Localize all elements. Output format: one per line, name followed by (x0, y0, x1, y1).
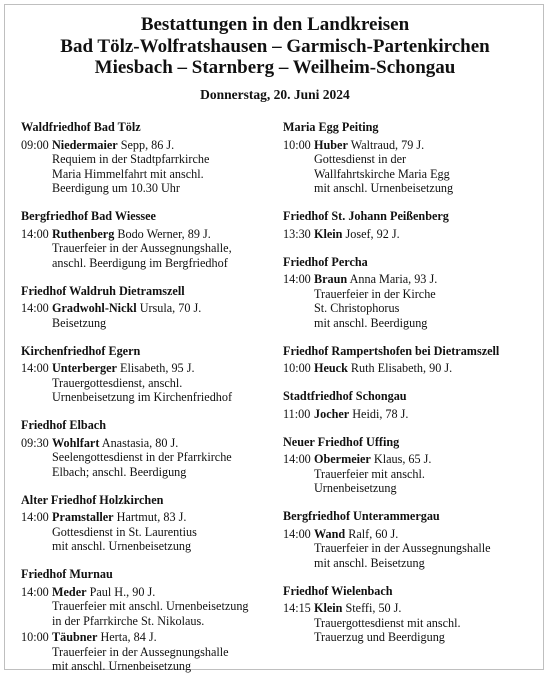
deceased-name-age: Anna Maria, 93 J. (349, 272, 438, 286)
ceremony-detail: Trauerfeier in der Aussegnungshalle (314, 541, 491, 555)
deceased-name-age: Klaus, 65 J. (373, 452, 432, 466)
burial-time: 14:00 (283, 452, 311, 466)
ceremony-detail: Urnenbeisetzung im Kirchenfriedhof (52, 390, 233, 404)
burial-entry (21, 630, 271, 674)
burial-details (52, 301, 271, 330)
deceased-line (314, 527, 538, 542)
deceased-surname: Meder (52, 584, 87, 599)
deceased-line (52, 510, 271, 525)
burial-time: 14:00 (21, 301, 49, 315)
deceased-name-age: Waltraud, 79 J. (350, 137, 425, 152)
ceremony-detail: Trauerzug und Beerdigung (314, 630, 445, 644)
cemetery-section (283, 120, 538, 196)
cemetery-section (21, 344, 271, 405)
burial-details (52, 510, 271, 554)
ceremony-detail: Maria Himmelfahrt mit anschl. (52, 166, 204, 181)
burial-time: 14:00 (21, 361, 49, 375)
deceased-name-age: Hartmut, 83 J. (116, 510, 187, 524)
burial-details (314, 361, 538, 376)
ceremony-detail: Urnenbeisetzung (314, 481, 397, 495)
burial-entry (283, 601, 538, 645)
deceased-line (52, 436, 271, 451)
ceremony-detail: Beerdigung um 10.30 Uhr (52, 181, 180, 195)
cemetery-section (283, 584, 538, 645)
ceremony-detail: anschl. Beerdigung im Bergfriedhof (52, 255, 228, 270)
ceremony-detail: mit anschl. Urnenbeisetzung (52, 539, 192, 553)
ceremony-detail: Requiem in der Stadtpfarrkirche (52, 152, 210, 166)
burial-entry (283, 527, 538, 571)
ceremony-detail: Trauerfeier in der Kirche (314, 286, 436, 301)
deceased-line (314, 452, 538, 467)
deceased-name-age: Herta, 84 J. (100, 630, 157, 644)
deceased-line (314, 138, 538, 153)
burial-details (314, 601, 538, 645)
ceremony-detail: Trauergottesdienst mit anschl. (314, 615, 461, 630)
cemetery-name: Waldfriedhof Bad Tölz (21, 120, 141, 134)
deceased-line (52, 630, 271, 645)
cemetery-name: Friedhof Wielenbach (283, 583, 393, 598)
burial-time: 09:00 (21, 137, 49, 152)
deceased-surname: Täubner (52, 630, 98, 644)
deceased-surname: Heuck (314, 361, 348, 375)
cemetery-section (21, 418, 271, 479)
deceased-name-age: Ralf, 60 J. (348, 526, 399, 541)
deceased-line (52, 227, 271, 242)
burial-details (314, 272, 538, 330)
burial-time: 14:00 (283, 526, 311, 541)
header (0, 14, 550, 103)
cemetery-section (21, 284, 271, 331)
deceased-name-age: Heidi, 78 J. (352, 406, 409, 421)
deceased-name-age: Josef, 92 J. (345, 226, 400, 241)
deceased-surname: Klein (314, 226, 343, 241)
cemetery-section (283, 209, 538, 241)
burial-time: 13:30 (283, 226, 311, 241)
publication-date: Donnerstag, 20. Juni 2024 (200, 86, 350, 102)
burial-entry (21, 361, 271, 405)
ceremony-detail: Gottesdienst in der (314, 152, 407, 166)
burial-details (314, 527, 538, 571)
ceremony-detail: Seelengottesdienst in der Pfarrkirche (52, 450, 232, 464)
ceremony-detail: mit anschl. Urnenbeisetzung (52, 659, 192, 673)
deceased-surname: Niedermaier (52, 137, 118, 152)
deceased-name-age: Ruth Elisabeth, 90 J. (350, 361, 453, 375)
burial-entry (283, 452, 538, 496)
cemetery-name: Friedhof Waldruh Dietramszell (21, 283, 185, 298)
cemetery-name: Bergfriedhof Unterammergau (283, 509, 440, 523)
ceremony-detail: Gottesdienst in St. Laurentius (52, 524, 197, 539)
deceased-line (52, 585, 271, 600)
burial-entry (21, 510, 271, 554)
burial-entry (21, 585, 271, 629)
burial-time: 14:00 (21, 584, 49, 599)
cemetery-name: Neuer Friedhof Uffing (283, 434, 400, 449)
ceremony-detail: mit anschl. Beerdigung (314, 315, 428, 330)
burial-entry (283, 361, 538, 376)
cemetery-section (283, 344, 538, 376)
ceremony-detail: Trauerfeier mit anschl. (314, 466, 425, 481)
deceased-surname: Gradwohl-Nickl (52, 301, 137, 315)
cemetery-name: Friedhof Murnau (21, 567, 113, 581)
cemetery-name: Bergfriedhof Bad Wiessee (21, 209, 156, 223)
burial-time: 14:00 (21, 510, 49, 524)
burial-entry (283, 138, 538, 196)
cemetery-name: Friedhof St. Johann Peißenberg (283, 209, 449, 223)
deceased-surname: Braun (314, 272, 348, 286)
deceased-line (52, 138, 271, 153)
burial-time: 10:00 (283, 361, 311, 375)
burial-details (314, 227, 538, 242)
deceased-line (52, 301, 271, 316)
cemetery-section (283, 389, 538, 421)
deceased-name-age: Paul H., 90 J. (89, 584, 156, 599)
burial-time: 11:00 (283, 406, 311, 421)
burial-entry (21, 436, 271, 480)
ceremony-detail: mit anschl. Beisetzung (314, 555, 425, 570)
right-column (283, 120, 538, 658)
burial-entry (21, 301, 271, 330)
deceased-surname: Unterberger (52, 361, 117, 375)
cemetery-name: Maria Egg Peiting (283, 120, 379, 134)
ceremony-detail: Trauergottesdienst, anschl. (52, 375, 183, 390)
burial-entry (21, 227, 271, 271)
deceased-surname: Wand (314, 526, 346, 541)
burial-details (314, 407, 538, 422)
burial-time: 14:00 (21, 226, 49, 241)
deceased-line (314, 407, 538, 422)
burial-time: 10:00 (283, 137, 311, 152)
page-title-line: Bestattungen in den Landkreisen (140, 14, 410, 35)
cemetery-name: Friedhof Rampertshofen bei Dietramszell (283, 343, 500, 358)
deceased-name-age: Bodo Werner, 89 J. (117, 226, 211, 241)
burial-time: 14:00 (283, 272, 311, 286)
deceased-line (314, 601, 538, 616)
ceremony-detail: Wallfahrtskirche Maria Egg (314, 166, 450, 181)
ceremony-detail: Elbach; anschl. Beerdigung (52, 464, 187, 479)
burial-details (52, 630, 271, 674)
cemetery-section (283, 509, 538, 570)
burial-details (52, 361, 271, 405)
burial-time: 10:00 (21, 630, 49, 644)
burial-entry (283, 272, 538, 330)
ceremony-detail: in der Pfarrkirche St. Nikolaus. (52, 613, 205, 628)
deceased-name-age: Ursula, 70 J. (139, 301, 202, 315)
ceremony-detail: Trauerfeier in der Aussegnungshalle (52, 644, 229, 659)
ceremony-detail: Trauerfeier in der Aussegnungshalle, (52, 241, 232, 255)
cemetery-name: Alter Friedhof Holzkirchen (21, 492, 164, 507)
cemetery-section (21, 120, 271, 196)
ceremony-detail: mit anschl. Urnenbeisetzung (314, 181, 454, 195)
deceased-surname: Ruthenberg (52, 226, 115, 241)
left-column (21, 120, 271, 687)
page-title-line: Bad Tölz-Wolfratshausen – Garmisch-Partenkirchen (60, 35, 490, 57)
cemetery-section (21, 493, 271, 554)
cemetery-name: Stadtfriedhof Schongau (283, 389, 407, 403)
deceased-surname: Jocher (314, 406, 350, 421)
ceremony-detail: Beisetzung (52, 315, 107, 330)
burial-details (314, 138, 538, 196)
burial-entry (283, 227, 538, 242)
deceased-surname: Obermeier (314, 452, 371, 466)
deceased-name-age: Sepp, 86 J. (120, 137, 175, 152)
deceased-line (52, 361, 271, 376)
deceased-line (314, 361, 538, 376)
cemetery-section (21, 209, 271, 270)
deceased-surname: Wohlfart (52, 435, 100, 450)
deceased-line (314, 272, 538, 287)
deceased-line (314, 227, 538, 242)
cemetery-name: Friedhof Percha (283, 254, 368, 269)
burial-entry (21, 138, 271, 196)
cemetery-section (283, 435, 538, 496)
deceased-name-age: Steffi, 50 J. (345, 601, 402, 615)
burial-details (314, 452, 538, 496)
ceremony-detail: Trauerfeier mit anschl. Urnenbeisetzung (52, 599, 249, 613)
burial-entry (283, 407, 538, 422)
burial-time: 14:15 (283, 601, 311, 615)
burial-details (52, 227, 271, 271)
deceased-surname: Pramstaller (52, 510, 114, 524)
cemetery-name: Kirchenfriedhof Egern (21, 343, 141, 358)
cemetery-section (283, 255, 538, 331)
burial-details (52, 436, 271, 480)
deceased-name-age: Elisabeth, 95 J. (120, 361, 195, 375)
burial-details (52, 585, 271, 629)
deceased-name-age: Anastasia, 80 J. (101, 435, 179, 450)
ceremony-detail: St. Christophorus (314, 301, 400, 315)
cemetery-section (21, 567, 271, 674)
deceased-surname: Huber (314, 137, 348, 152)
burial-time: 09:30 (21, 435, 49, 450)
burial-details (52, 138, 271, 196)
deceased-surname: Klein (314, 601, 343, 615)
cemetery-name: Friedhof Elbach (21, 418, 106, 432)
page-title-line: Miesbach – Starnberg – Weilheim-Schongau (94, 57, 456, 78)
